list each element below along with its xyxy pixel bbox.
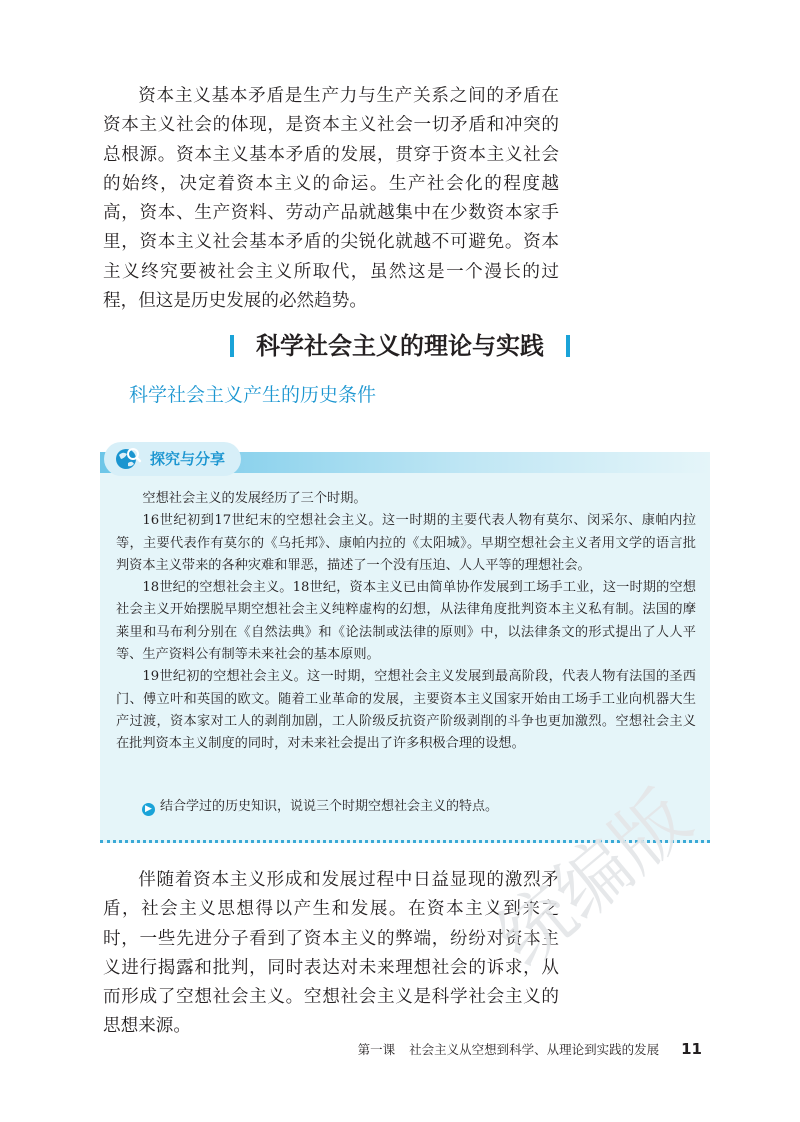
watermark: 统编版 [481,774,707,984]
intro-paragraph [103,82,559,316]
closing-paragraph-text: 伴随着资本主义形成和发展过程中日益显现的激烈矛盾，社会主义思想得以产生和发展。在资本主义到来之时，一些先进分子看到了资本主义的弊端，纷纷对资本主义进行揭露和批判，同时表达对未来理想社会的诉求，从而形成了空想社会主义。空想社会主义是科学社会主义的思想来源。 [103,870,559,1037]
section-title-right-bar [566,335,570,357]
explore-task-text: 结合学过的历史知识，说说三个时期空想社会主义的特点。 [160,799,499,814]
explore-share-label [104,442,241,476]
globe-magnifier-icon [114,445,142,473]
subsection-title: 科学社会主义产生的历史条件 [129,384,377,406]
explore-paragraph: 18世纪的空想社会主义。18世纪，资本主义已由简单协作发展到工场手工业，这一时期的空想社会主义开始摆脱早期空想社会主义纯粹虚构的幻想，从法律角度批判资本主义私有制。法国的摩莱里和马布利分别在《自然法典》和《论法制或法律的原则》中，以法律条文的形式提出了人人平等、生产资料公有制等未来社会的基本原则。 [116,580,696,663]
explore-paragraph: 空想社会主义的发展经历了三个时期。 [142,491,367,506]
explore-paragraph: 16世纪初到17世纪末的空想社会主义。这一时期的主要代表人物有莫尔、闵采尔、康帕内拉等，主要代表作有莫尔的《乌托邦》、康帕内拉的《太阳城》。早期空想社会主义者用文学的语言批判资本主义带来的各种灾难和罪恶，描述了一个没有压迫、人人平等的理想社会。 [116,513,696,573]
section-title-left-bar [230,335,234,357]
explore-share-body [116,488,696,756]
page-footer [358,1040,702,1058]
footer-chapter: 第一课 [357,1042,396,1057]
section-title [0,329,800,363]
section-title-text: 科学社会主义的理论与实践 [256,332,544,360]
page-number: 11 [681,1040,702,1058]
explore-share-title: 探究与分享 [150,450,226,468]
explore-task [142,795,498,816]
explore-paragraph: 19世纪初的空想社会主义。这一时期，空想社会主义发展到最高阶段，代表人物有法国的圣西门、傅立叶和英国的欧文。随着工业革命的发展，主要资本主义国家开始由工场手工业向机器大生产过渡，资本家对工人的剥削加剧，工人阶级反抗资产阶级剥削的斗争也更加激烈。空想社会主义在批判资本主义制度的同时，对未来社会提出了许多积极合理的设想。 [116,669,696,752]
task-arrow-icon: ▶ [142,803,155,816]
intro-paragraph-text: 资本主义基本矛盾是生产力与生产关系之间的矛盾在资本主义社会的体现，是资本主义社会一切矛盾和冲突的总根源。资本主义基本矛盾的发展，贯穿于资本主义社会的始终，决定着资本主义的命运。生产社会化的程度越高，资本、生产资料、劳动产品就越集中在少数资本家手里，资本主义社会基本矛盾的尖锐化就越不可避免。资本主义终究要被社会主义所取代，虽然这是一个漫长的过程，但这是历史发展的必然趋势。 [103,86,559,312]
footer-chapter-title: 社会主义从空想到科学、从理论到实践的发展 [409,1042,660,1057]
